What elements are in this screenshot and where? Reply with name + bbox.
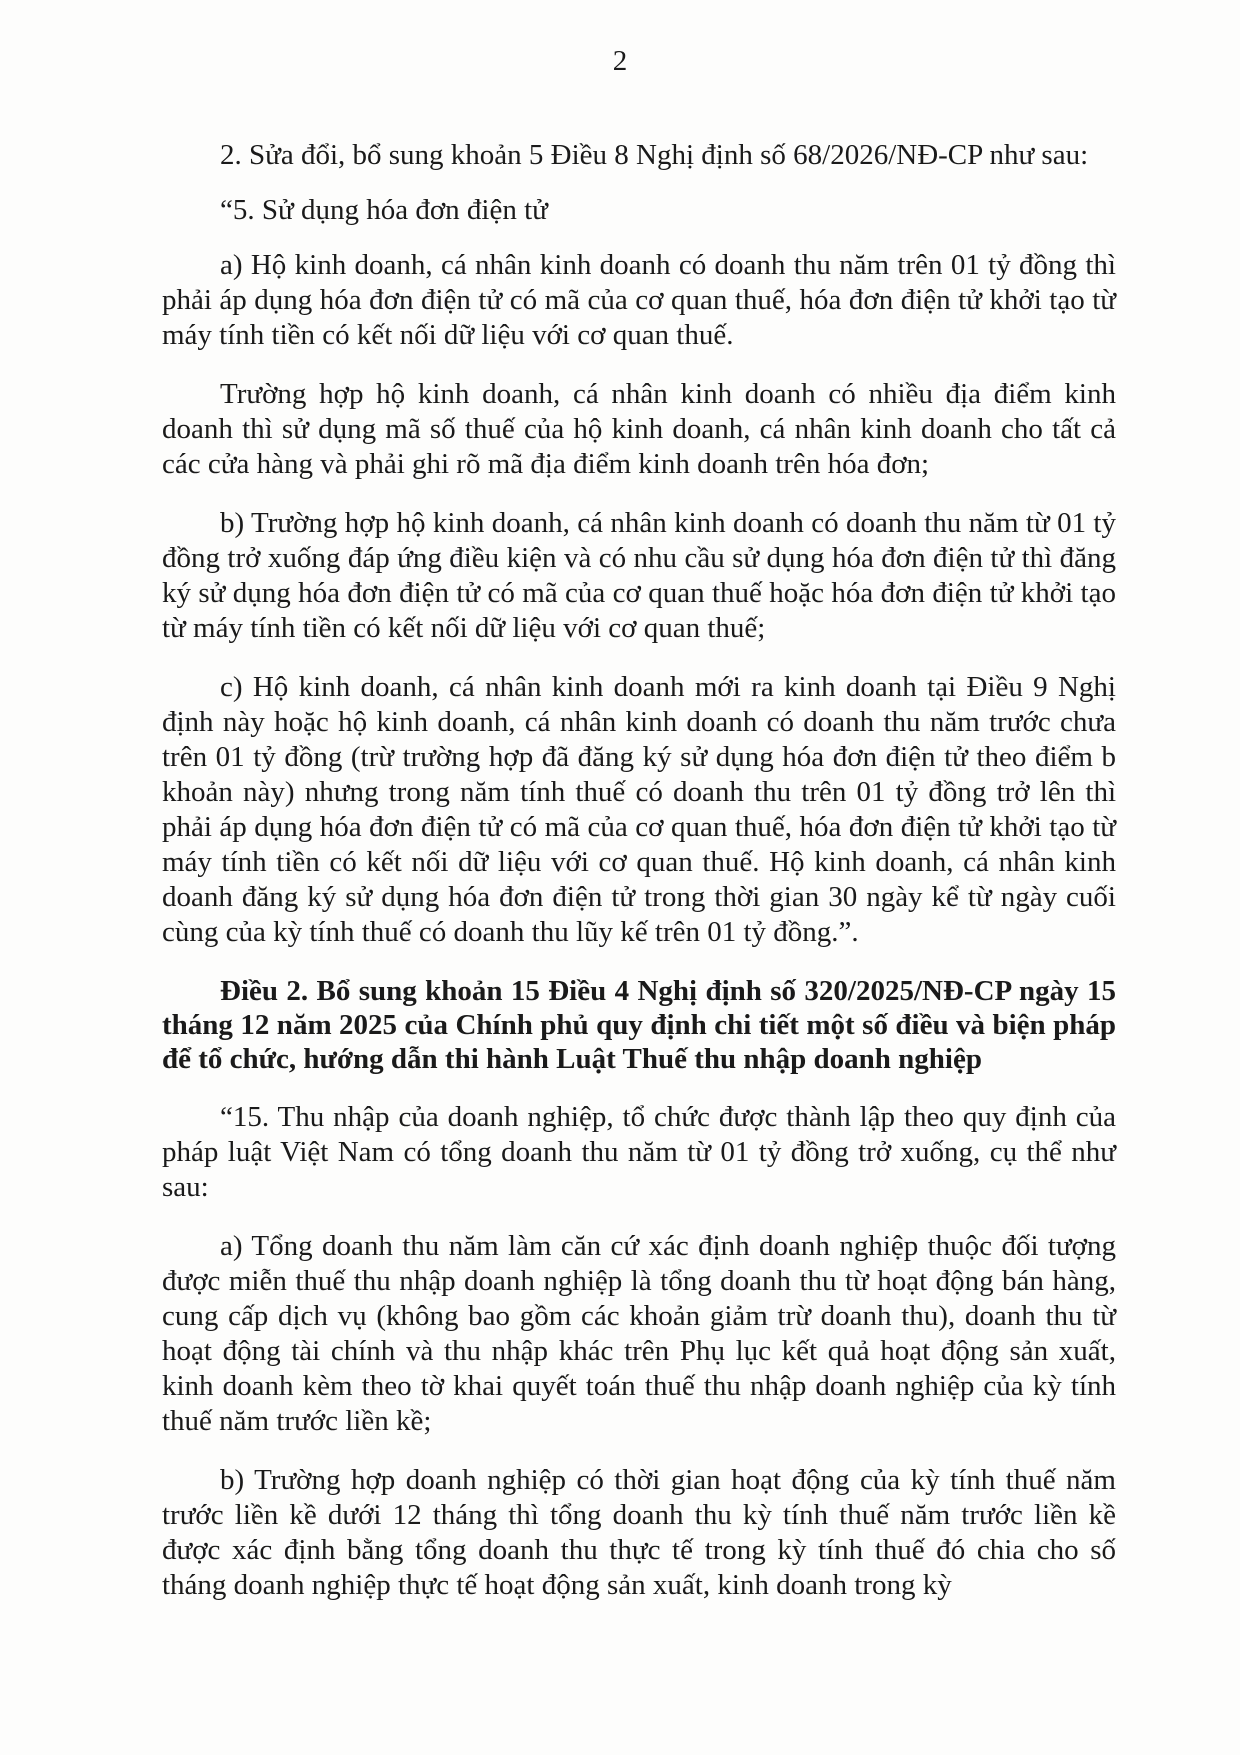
paragraph-clause-15-point-a: a) Tổng doanh thu năm làm căn cứ xác định doanh nghiệp thuộc đối tượng được miễn thuế thu nhập doanh nghiệp là tổng doanh thu từ hoạt động bán hàng, cung cấp dịch vụ (không bao gồm các khoản giảm trừ doanh thu), doanh thu từ hoạt động tài chính và thu nhập khác trên Phụ lục kết quả hoạt động sản xuất, kinh doanh kèm theo tờ khai quyết toán thuế thu nhập doanh nghiệp của kỳ tính thuế năm trước liền kề; — [162, 1230, 1116, 1437]
paragraph-clause-15-point-b: b) Trường hợp doanh nghiệp có thời gian hoạt động của kỳ tính thuế năm trước liền kề dưới 12 tháng thì tổng doanh thu kỳ tính thuế năm trước liền kề được xác định bằng tổng doanh thu thực tế trong kỳ tính thuế đó chia cho số tháng doanh nghiệp thực tế hoạt động sản xuất, kinh doanh trong kỳ — [162, 1464, 1116, 1601]
paragraph-amendment-item-2: 2. Sửa đổi, bổ sung khoản 5 Điều 8 Nghị định số 68/2026/NĐ-CP như sau: — [220, 139, 1089, 171]
paragraph-clause-5-title: “5. Sử dụng hóa đơn điện tử — [220, 194, 548, 226]
paragraph-clause-5-point-c: c) Hộ kinh doanh, cá nhân kinh doanh mới ra kinh doanh tại Điều 9 Nghị định này hoặc hộ kinh doanh, cá nhân kinh doanh có doanh thu năm trước chưa trên 01 tỷ đồng (trừ trường hợp đã đăng ký sử dụng hóa đơn điện tử theo điểm b khoản này) nhưng trong năm tính thuế có doanh thu trên 01 tỷ đồng trở lên thì phải áp dụng hóa đơn điện tử có mã của cơ quan thuế, hóa đơn điện tử khởi tạo từ máy tính tiền có kết nối dữ liệu với cơ quan thuế. Hộ kinh doanh, cá nhân kinh doanh đăng ký sử dụng hóa đơn điện tử trong thời gian 30 ngày kể từ ngày cuối cùng của kỳ tính thuế có doanh thu lũy kế trên 01 tỷ đồng.”. — [162, 671, 1116, 948]
paragraph-clause-5-point-b: b) Trường hợp hộ kinh doanh, cá nhân kinh doanh có doanh thu năm từ 01 tỷ đồng trở xuống đáp ứng điều kiện và có nhu cầu sử dụng hóa đơn điện tử thì đăng ký sử dụng hóa đơn điện tử có mã của cơ quan thuế hoặc hóa đơn điện tử khởi tạo từ máy tính tiền có kết nối dữ liệu với cơ quan thuế; — [162, 507, 1116, 644]
paragraph-clause-15-title: “15. Thu nhập của doanh nghiệp, tổ chức được thành lập theo quy định của pháp luật Việt Nam có tổng doanh thu năm từ 01 tỷ đồng trở xuống, cụ thể như sau: — [162, 1101, 1116, 1203]
article-2-heading: Điều 2. Bổ sung khoản 15 Điều 4 Nghị định số 320/2025/NĐ-CP ngày 15 tháng 12 năm 2025 của Chính phủ quy định chi tiết một số điều và biện pháp để tổ chức, hướng dẫn thi hành Luật Thuế thu nhập doanh nghiệp — [162, 975, 1116, 1075]
paragraph-multiple-locations: Trường hợp hộ kinh doanh, cá nhân kinh doanh có nhiều địa điểm kinh doanh thì sử dụng mã số thuế của hộ kinh doanh, cá nhân kinh doanh cho tất cả các cửa hàng và phải ghi rõ mã địa điểm kinh doanh trên hóa đơn; — [162, 378, 1116, 480]
document-body — [162, 138, 1116, 1627]
page-number: 2 — [612, 45, 628, 77]
paragraph-clause-5-point-a: a) Hộ kinh doanh, cá nhân kinh doanh có doanh thu năm trên 01 tỷ đồng thì phải áp dụng hóa đơn điện tử có mã của cơ quan thuế, hóa đơn điện tử khởi tạo từ máy tính tiền có kết nối dữ liệu với cơ quan thuế. — [162, 249, 1116, 351]
